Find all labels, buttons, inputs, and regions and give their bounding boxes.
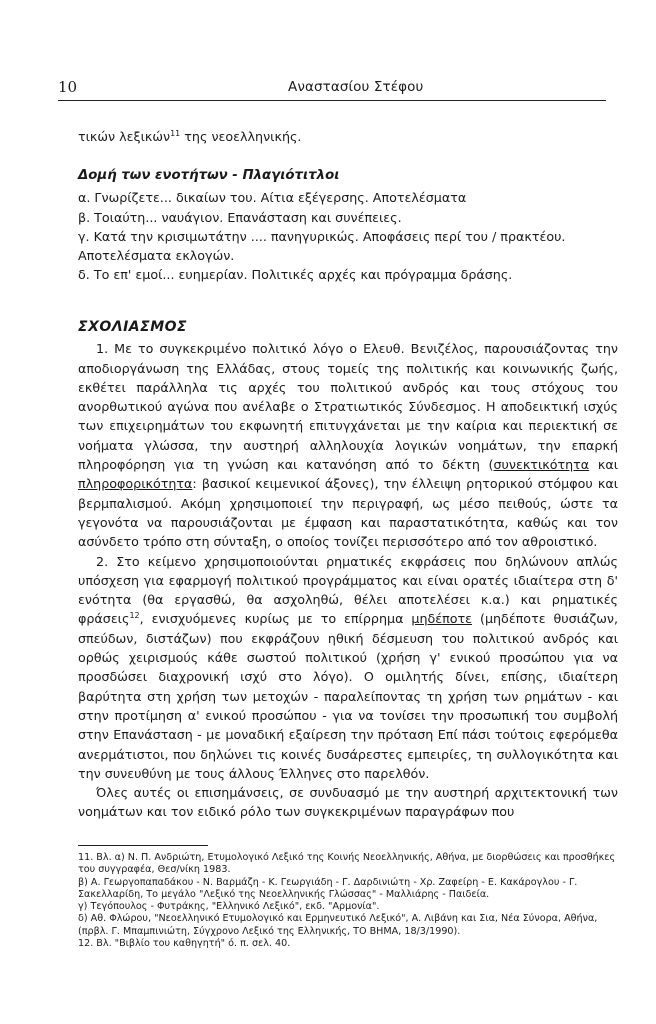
footnote-11c: γ) Τεγόπουλος - Φυτράκης, "Ελληνικό Λεξικό", εκδ. "Αρμονία". — [78, 901, 380, 913]
footnote-ref-11: 11 — [170, 128, 181, 138]
footnote-11b: β) Α. Γεωργοπαπαδάκου - Ν. Βαρμάζη - Κ. Γεωργιάδη - Γ. Δαρδινιώτη - Χρ. Ζαφείρη - Ε. Κακάρογλου - Γ. Σακελλαρίδη, Το μεγάλο "Λεξικό της Νεοελληνικής Γλώσσας" - Μαλλιάρης - Παιδεία. — [78, 876, 578, 900]
structure-item-b: β. Τοιαύτη... ναυάγιον. Επανάσταση και συνέπειες. — [78, 209, 402, 225]
footnote-11a: 11. Βλ. α) Ν. Π. Ανδριώτη, Ετυμολογικό Λεξικό της Κοινής Νεοελληνικής, Αθήνα, με διορθώσεις και προσθήκες του συγγραφέα, Θεσ/νίκη 1983. — [78, 852, 616, 876]
p1-underlined-term-2: πληροφορικότητα — [78, 476, 193, 492]
footnote-separator — [78, 845, 208, 846]
commentary-paragraph-1 — [78, 339, 618, 551]
continuation-line — [78, 127, 618, 146]
p1-text-c: : βασικοί κειμενικοί άξονες), την έλλειψη ρητορικού στόμφου και βερμπαλισμού. Ακόμη χρησιμοποιεί την περιγραφή, ως μέσο πειθούς, ώστε τα γεγονότα να παρουσιάζονται με έμφαση και παραστατικότητα, καθώς και τον ασύνδετο τρόπο στη σύνταξη, ο οποίος τονίζει περισσότερο από τον αθροιστικό. — [78, 476, 618, 550]
running-header — [58, 78, 606, 101]
p2-text-c: (μηδέποτε θυσιάζων, σπεύδων, διστάζων) που εκφράζουν ηθική δέσμευση του πολιτικού ανδρός και ορθώς χειρισμούς κάθε σωστού πολιτικού (χρήση γ' ενικού προσώπου για να προσδώσει διαχρονική ισχύ στο λόγο). Ο ομιλητής δίνει, επίσης, ιδιαίτερη βαρύτητα στη χρήση των μετοχών - παραλείποντας τη χρήση των ρημάτων - και στην προτίμηση α' ενικού προσώπου - για να τονίσει την προσωπική του συμβολή στην Επανάσταση - με μοναδική εξαίρεση την πρόταση Επί πάσι τούτοις εφερόμεθα ανερμάτιστοι, που δηλώνει τις κοινές δυσάρεστες εμπειρίες, τη συλλογικότητα και την συνευθύνη με τους άλλους Έλληνες στο παρελθόν. — [78, 611, 618, 781]
p1-underlined-term-1: συνεκτικότητα — [493, 457, 590, 473]
p2-text-b: , ενισχυόμενες κυρίως με το επίρρημα — [139, 611, 412, 627]
footnote-ref-12: 12 — [129, 611, 140, 621]
running-title: Αναστασίου Στέφου — [288, 79, 424, 95]
continuation-text-after: της νεοελληνικής. — [180, 129, 302, 144]
commentary-section — [78, 318, 618, 822]
structure-heading: Δομή των ενοτήτων - Πλαγιότιτλοι — [78, 168, 340, 183]
p2-text-a: 2. Στο κείμενο χρησιμοποιούνται ρηματικές εκφράσεις που δηλώνουν απλώς υπόσχεση για εφαρμογή πολιτικού προγράμματος και είναι ορατές ιδιαίτερα στη δ' ενότητα (θα εργασθώ, θα ασχοληθώ, θέλει αποτελέσει κ.α.) και ρηματικές φράσεις — [78, 553, 618, 627]
structure-item-a: α. Γνωρίζετε... δικαίων του. Αίτια εξέγερσης. Αποτελέσματα — [78, 190, 467, 206]
structure-section — [78, 166, 618, 285]
commentary-paragraph-2 — [78, 552, 618, 784]
footnotes — [78, 852, 622, 950]
footnote-11d: δ) Αθ. Φλώρου, "Νεοελληνικό Ετυμολογικό και Ερμηνευτικό Λεξικό", Α. Λιβάνη και Σια, Νέα Σύνορα, Αθήνα, (πρβλ. Γ. Μπαμπινιώτη, Σύγχρονο Λεξικό της Ελληνικής, ΤΟ ΒΗΜΑ, 18/3/1990). — [78, 913, 598, 937]
p2-underlined-term: μηδέποτε — [411, 611, 473, 627]
page-number: 10 — [58, 78, 78, 96]
structure-item-d: δ. Το επ' εμοί... ευημερίαν. Πολιτικές αρχές και πρόγραμμα δράσης. — [78, 267, 513, 283]
p1-text-a: 1. Με το συγκεκριμένο πολιτικό λόγο ο Ελευθ. Βενιζέλος, παρουσιάζοντας την αποδιοργάνωση της Ελλάδας, στους τομείς της πολιτικής και κοινωνικής ζωής, εκθέτει παράλληλα τις αρχές του πολιτικού ανδρός και τους στόχους του ανορθωτικού αγώνα που ανέλαβε ο Στρατιωτικός Σύνδεσμος. Η αποδεικτική ισχύς των επιχειρημάτων του εκφωνητή επιτυγχάνεται με την καίρια και περιεκτική σε νοήματα γλώσσα, την αυστηρή αλληλουχία λογικών νοημάτων, την επαρκή πληροφόρηση για τη γνώση και κατανόηση από το δέκτη ( — [78, 341, 618, 473]
commentary-heading: ΣΧΟΛΙΑΣΜΟΣ — [78, 319, 188, 335]
structure-item-c: γ. Κατά την κρισιμωτάτην .... πανηγυρικώς. Αποφάσεις περί του / πρακτέου. Αποτελέσματα εκλογών. — [78, 228, 566, 264]
p1-text-b: και — [589, 457, 618, 473]
continuation-text: τικών λεξικών — [78, 129, 171, 144]
footnote-12: 12. Βλ. "Βιβλίο του καθηγητή" ό. π. σελ. 40. — [78, 938, 291, 950]
commentary-paragraph-3: Όλες αυτές οι επισημάνσεις, σε συνδυασμό με την αυστηρή αρχιτεκτονική των νοημάτων και τον ειδικό ρόλο των συγκεκριμένων παραγράφων που — [78, 785, 618, 820]
